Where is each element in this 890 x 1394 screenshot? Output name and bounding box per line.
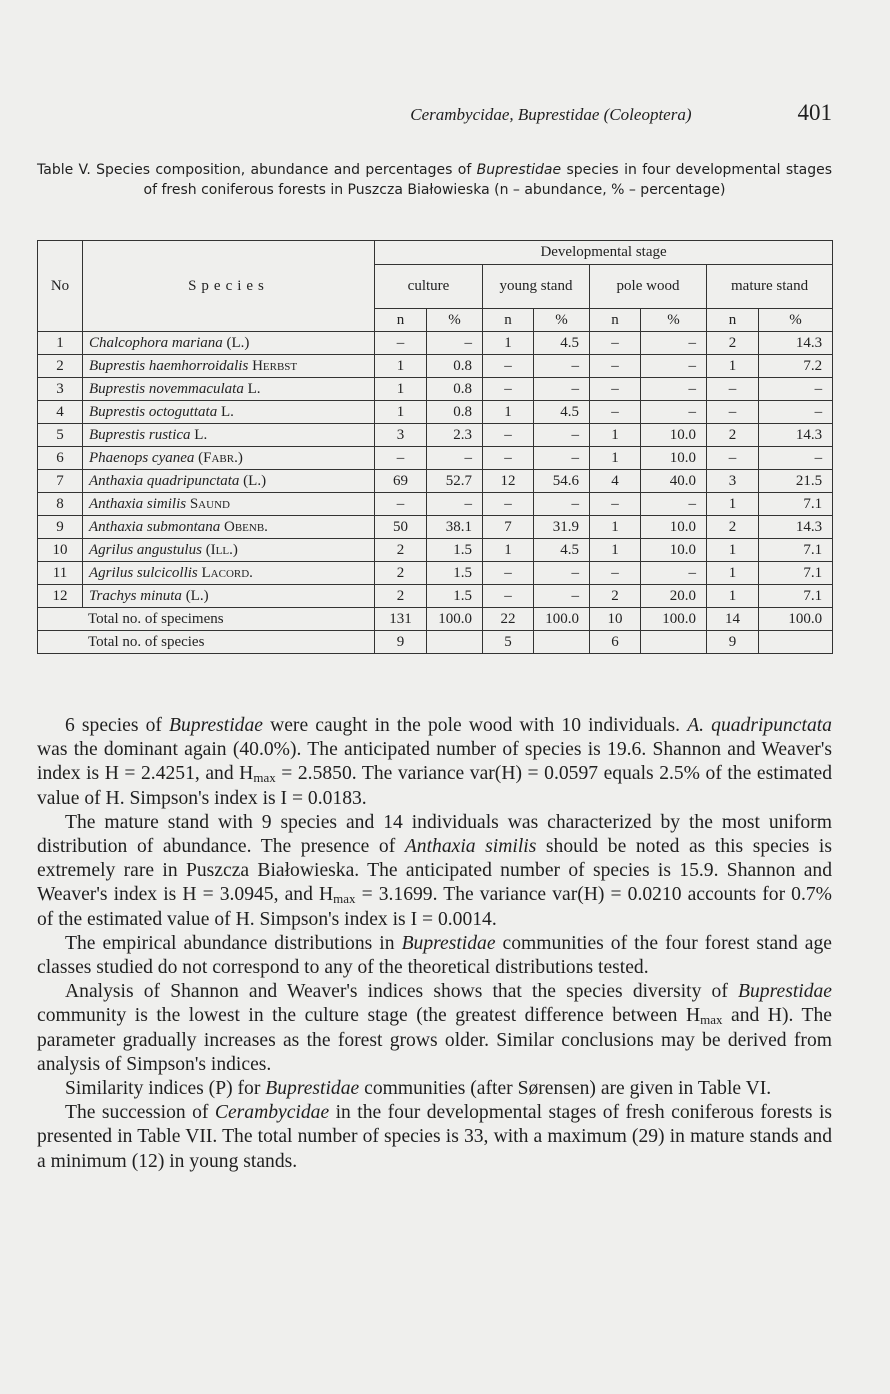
header-species: Species bbox=[83, 241, 375, 332]
row-number: 7 bbox=[38, 470, 83, 493]
abundance-cell: 2 bbox=[707, 332, 759, 355]
percentage-cell: 2.3 bbox=[427, 424, 483, 447]
total-cell: 14 bbox=[707, 608, 759, 631]
percentage-cell: 4.5 bbox=[534, 332, 590, 355]
table-row bbox=[38, 378, 833, 401]
percentage-cell: – bbox=[534, 562, 590, 585]
subheader-percent: % bbox=[759, 309, 833, 332]
abundance-cell: 2 bbox=[375, 585, 427, 608]
species-binomial: Anthaxia similis bbox=[89, 495, 187, 512]
species-name bbox=[83, 378, 375, 401]
abundance-cell: 50 bbox=[375, 516, 427, 539]
abundance-cell: 1 bbox=[375, 378, 427, 401]
percentage-cell: – bbox=[534, 424, 590, 447]
abundance-cell: 2 bbox=[375, 562, 427, 585]
percentage-cell: 0.8 bbox=[427, 401, 483, 424]
row-number: 11 bbox=[38, 562, 83, 585]
abundance-cell: – bbox=[483, 447, 534, 470]
percentage-cell: – bbox=[534, 355, 590, 378]
abundance-cell: 7 bbox=[483, 516, 534, 539]
species-binomial: Phaenops cyanea bbox=[89, 449, 195, 466]
species-authority: L. bbox=[243, 380, 261, 397]
abundance-cell: 1 bbox=[483, 539, 534, 562]
header-stage-pole-wood: pole wood bbox=[590, 265, 707, 309]
percentage-cell: 14.3 bbox=[759, 516, 833, 539]
abundance-cell: – bbox=[707, 447, 759, 470]
abundance-cell: – bbox=[483, 585, 534, 608]
abundance-cell: 1 bbox=[590, 516, 641, 539]
species-authority: Saund bbox=[186, 495, 230, 512]
subheader-n: n bbox=[707, 309, 759, 332]
percentage-cell: 10.0 bbox=[641, 447, 707, 470]
subheader-n: n bbox=[590, 309, 641, 332]
total-species-row bbox=[38, 631, 833, 654]
species-binomial: Buprestis rustica bbox=[89, 426, 191, 443]
percentage-cell: 1.5 bbox=[427, 562, 483, 585]
total-cell: 10 bbox=[590, 608, 641, 631]
abundance-cell: 1 bbox=[590, 539, 641, 562]
percentage-cell: – bbox=[759, 378, 833, 401]
total-cell: 100.0 bbox=[641, 608, 707, 631]
species-name bbox=[83, 332, 375, 355]
percentage-cell: 7.1 bbox=[759, 562, 833, 585]
species-name bbox=[83, 447, 375, 470]
total-specimens-row bbox=[38, 608, 833, 631]
body-paragraph-p2: The mature stand with 9 species and 14 individuals was characterized by the most uniform distribution of abundance. The presence of Anthaxia similis should be noted as this species is extremely rare in Puszcza Białowieska. The anticipated number of species is 15.9. Shannon and Weaver's index is H = 3.0945, and $H_{max} = 3.1699$. The variance var(H) = 0.0210 accounts for 0.7% of the estimated value of H. Simpson's index is I = 0.0014. bbox=[37, 811, 832, 930]
abundance-cell: 1 bbox=[590, 424, 641, 447]
species-name bbox=[83, 562, 375, 585]
row-number: 10 bbox=[38, 539, 83, 562]
running-head-title: Cerambycidae, Buprestidae (Coleoptera) bbox=[410, 105, 692, 124]
percentage-cell: 7.2 bbox=[759, 355, 833, 378]
subheader-percent: % bbox=[534, 309, 590, 332]
percentage-cell: 52.7 bbox=[427, 470, 483, 493]
running-head bbox=[36, 100, 832, 126]
species-binomial: Agrilus angustulus bbox=[89, 541, 202, 558]
abundance-cell: – bbox=[590, 332, 641, 355]
total-cell: 9 bbox=[707, 631, 759, 654]
caption-text-start: Table V. Species composition, abundance and percentages of bbox=[37, 162, 477, 178]
percentage-cell: 0.8 bbox=[427, 378, 483, 401]
percentage-cell: 7.1 bbox=[759, 585, 833, 608]
species-binomial: Buprestis haemhorroidalis bbox=[89, 357, 249, 374]
abundance-cell: – bbox=[375, 332, 427, 355]
row-number: 12 bbox=[38, 585, 83, 608]
percentage-cell: – bbox=[641, 378, 707, 401]
abundance-cell: – bbox=[590, 401, 641, 424]
percentage-cell: 1.5 bbox=[427, 585, 483, 608]
abundance-cell: 3 bbox=[375, 424, 427, 447]
table-body bbox=[38, 332, 833, 608]
percentage-cell: 40.0 bbox=[641, 470, 707, 493]
percentage-cell: 14.3 bbox=[759, 424, 833, 447]
caption-taxon: Buprestidae bbox=[476, 162, 562, 178]
percentage-cell: 1.5 bbox=[427, 539, 483, 562]
abundance-cell: 2 bbox=[707, 424, 759, 447]
species-name bbox=[83, 585, 375, 608]
body-text bbox=[37, 714, 832, 1174]
subheader-percent: % bbox=[641, 309, 707, 332]
total-cell: 100.0 bbox=[534, 608, 590, 631]
total-cell: 6 bbox=[590, 631, 641, 654]
table-row bbox=[38, 493, 833, 516]
page-number: 401 bbox=[797, 100, 832, 125]
table-row bbox=[38, 355, 833, 378]
body-paragraph-p5: Similarity indices (P) for Buprestidae communities (after Sørensen) are given in Table VI. bbox=[65, 1078, 772, 1100]
abundance-cell: 1 bbox=[375, 355, 427, 378]
abundance-cell: 12 bbox=[483, 470, 534, 493]
abundance-cell: 1 bbox=[483, 401, 534, 424]
percentage-cell: – bbox=[534, 585, 590, 608]
abundance-cell: – bbox=[590, 493, 641, 516]
abundance-cell: – bbox=[590, 562, 641, 585]
abundance-cell: 2 bbox=[707, 516, 759, 539]
abundance-cell: 1 bbox=[375, 401, 427, 424]
total-cell bbox=[641, 631, 707, 654]
body-paragraph-p4: Analysis of Shannon and Weaver's indices shows that the species diversity of Buprestidae community is the lowest in the culture stage (the greatest difference between $H_{max}$ and H). The parameter gradually increases as the forest grows older. Similar conclusions may be derived from analysis of Simpson's indices. bbox=[37, 981, 832, 1075]
row-number: 3 bbox=[38, 378, 83, 401]
total-cell: 131 bbox=[375, 608, 427, 631]
body-paragraph-p3: The empirical abundance distributions in Buprestidae communities of the four forest stand age classes studied do not correspond to any of the theoretical distributions tested. bbox=[37, 932, 832, 979]
percentage-cell: 10.0 bbox=[641, 516, 707, 539]
table-row bbox=[38, 447, 833, 470]
species-binomial: Trachys minuta bbox=[89, 587, 182, 604]
total-specimens-label: Total no. of specimens bbox=[38, 608, 375, 631]
percentage-cell: – bbox=[427, 332, 483, 355]
header-developmental-stage: Developmental stage bbox=[375, 241, 833, 265]
header-stage-culture: culture bbox=[375, 265, 483, 309]
abundance-cell: – bbox=[375, 493, 427, 516]
abundance-cell: – bbox=[590, 378, 641, 401]
species-authority: L. bbox=[190, 426, 208, 443]
row-number: 1 bbox=[38, 332, 83, 355]
caption-text-end: species in four developmental stages of fresh coniferous forests in Puszcza Białowieska (n – abundance, % – percentage) bbox=[143, 162, 832, 198]
species-authority: (L.) bbox=[181, 587, 209, 604]
abundance-cell: 69 bbox=[375, 470, 427, 493]
species-binomial: Anthaxia quadripunctata bbox=[89, 472, 240, 489]
table-row bbox=[38, 539, 833, 562]
percentage-cell: – bbox=[641, 401, 707, 424]
percentage-cell: 38.1 bbox=[427, 516, 483, 539]
row-number: 9 bbox=[38, 516, 83, 539]
header-stage-mature-stand: mature stand bbox=[707, 265, 833, 309]
percentage-cell: – bbox=[427, 493, 483, 516]
species-authority: (L.) bbox=[222, 334, 250, 351]
species-authority: Lacord. bbox=[197, 564, 253, 581]
abundance-cell: – bbox=[590, 355, 641, 378]
percentage-cell: 54.6 bbox=[534, 470, 590, 493]
percentage-cell: 10.0 bbox=[641, 539, 707, 562]
total-cell bbox=[427, 631, 483, 654]
abundance-cell: – bbox=[483, 493, 534, 516]
species-binomial: Buprestis novemmaculata bbox=[89, 380, 244, 397]
row-number: 6 bbox=[38, 447, 83, 470]
table-row bbox=[38, 424, 833, 447]
row-number: 2 bbox=[38, 355, 83, 378]
species-name bbox=[83, 424, 375, 447]
species-name bbox=[83, 493, 375, 516]
species-name bbox=[83, 401, 375, 424]
percentage-cell: – bbox=[759, 401, 833, 424]
abundance-cell: – bbox=[483, 562, 534, 585]
percentage-cell: 21.5 bbox=[759, 470, 833, 493]
body-paragraph-p1: 6 species of Buprestidae were caught in the pole wood with 10 individuals. A. quadripunctata was the dominant again (40.0%). The anticipated number of species is 19.6. Shannon and Weaver's index is H = 2.4251, and $H_{max} = 2.5850$. The variance var(H) = 0.0597 equals 2.5% of the estimated value of H. Simpson's index is I = 0.0183. bbox=[37, 715, 833, 809]
table-row bbox=[38, 562, 833, 585]
percentage-cell: 4.5 bbox=[534, 539, 590, 562]
abundance-cell: 2 bbox=[590, 585, 641, 608]
table-row bbox=[38, 401, 833, 424]
abundance-cell: – bbox=[375, 447, 427, 470]
species-binomial: Agrilus sulcicollis bbox=[89, 564, 198, 581]
subheader-n: n bbox=[375, 309, 427, 332]
percentage-cell: – bbox=[534, 378, 590, 401]
abundance-cell: 3 bbox=[707, 470, 759, 493]
abundance-cell: 1 bbox=[590, 447, 641, 470]
percentage-cell: 7.1 bbox=[759, 493, 833, 516]
species-binomial: Chalcophora mariana bbox=[89, 334, 223, 351]
total-cell bbox=[759, 631, 833, 654]
abundance-cell: 1 bbox=[707, 355, 759, 378]
percentage-cell: 0.8 bbox=[427, 355, 483, 378]
subheader-percent: % bbox=[427, 309, 483, 332]
percentage-cell: – bbox=[641, 332, 707, 355]
table-row bbox=[38, 332, 833, 355]
abundance-cell: 1 bbox=[707, 539, 759, 562]
abundance-cell: 1 bbox=[707, 585, 759, 608]
subheader-n: n bbox=[483, 309, 534, 332]
percentage-cell: 4.5 bbox=[534, 401, 590, 424]
abundance-cell: – bbox=[707, 401, 759, 424]
total-species-label: Total no. of species bbox=[38, 631, 375, 654]
header-stage-young-stand: young stand bbox=[483, 265, 590, 309]
row-number: 4 bbox=[38, 401, 83, 424]
percentage-cell: 7.1 bbox=[759, 539, 833, 562]
abundance-cell: 4 bbox=[590, 470, 641, 493]
species-authority: L. bbox=[217, 403, 234, 420]
percentage-cell: – bbox=[641, 562, 707, 585]
total-cell: 22 bbox=[483, 608, 534, 631]
percentage-cell: 31.9 bbox=[534, 516, 590, 539]
abundance-cell: – bbox=[483, 378, 534, 401]
species-binomial: Buprestis octoguttata bbox=[89, 403, 218, 420]
species-name bbox=[83, 355, 375, 378]
species-binomial: Anthaxia submontana bbox=[89, 518, 221, 535]
abundance-cell: 2 bbox=[375, 539, 427, 562]
header-no: No bbox=[38, 241, 83, 332]
row-number: 5 bbox=[38, 424, 83, 447]
percentage-cell: – bbox=[759, 447, 833, 470]
row-number: 8 bbox=[38, 493, 83, 516]
percentage-cell: – bbox=[641, 355, 707, 378]
percentage-cell: – bbox=[641, 493, 707, 516]
table-row bbox=[38, 516, 833, 539]
percentage-cell: 20.0 bbox=[641, 585, 707, 608]
body-paragraph-p6: The succession of Cerambycidae in the four developmental stages of fresh coniferous forests is presented in Table VII. The total number of species is 33, with a maximum (29) in mature stands and a minimum (12) in young stands. bbox=[37, 1102, 833, 1172]
species-authority: Herbst bbox=[248, 357, 298, 374]
total-cell: 100.0 bbox=[427, 608, 483, 631]
total-cell: 9 bbox=[375, 631, 427, 654]
percentage-cell: – bbox=[534, 493, 590, 516]
table-row bbox=[38, 585, 833, 608]
species-authority: Obenb. bbox=[220, 518, 268, 535]
table-row bbox=[38, 470, 833, 493]
abundance-cell: 1 bbox=[483, 332, 534, 355]
species-name bbox=[83, 470, 375, 493]
total-cell bbox=[534, 631, 590, 654]
percentage-cell: – bbox=[427, 447, 483, 470]
species-name bbox=[83, 539, 375, 562]
percentage-cell: 10.0 bbox=[641, 424, 707, 447]
abundance-cell: – bbox=[483, 355, 534, 378]
total-cell: 5 bbox=[483, 631, 534, 654]
species-name bbox=[83, 516, 375, 539]
abundance-cell: 1 bbox=[707, 562, 759, 585]
abundance-cell: – bbox=[707, 378, 759, 401]
species-table bbox=[37, 240, 833, 654]
percentage-cell: – bbox=[534, 447, 590, 470]
abundance-cell: – bbox=[483, 424, 534, 447]
species-authority: (Fabr.) bbox=[194, 449, 243, 466]
percentage-cell: 14.3 bbox=[759, 332, 833, 355]
species-authority: (L.) bbox=[239, 472, 267, 489]
table-caption bbox=[37, 160, 832, 200]
species-authority: (Ill.) bbox=[201, 541, 238, 558]
abundance-cell: 1 bbox=[707, 493, 759, 516]
total-cell: 100.0 bbox=[759, 608, 833, 631]
